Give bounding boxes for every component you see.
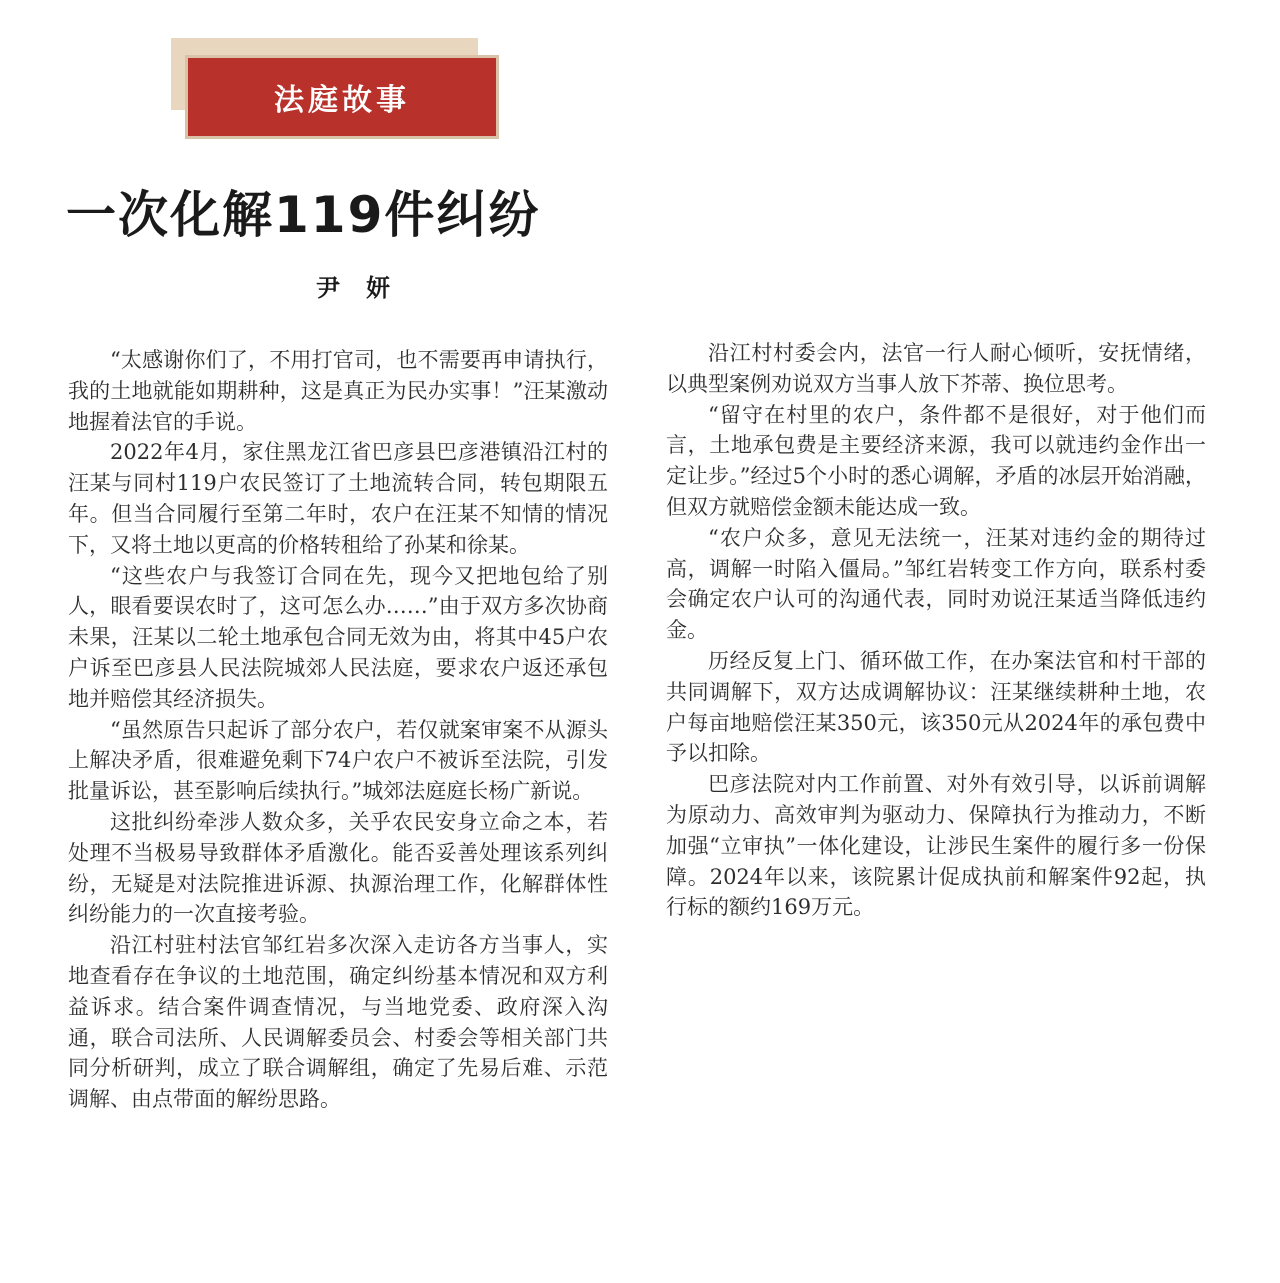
section-tag-label: 法庭故事 xyxy=(274,83,410,118)
paragraph: “农户众多，意见无法统一，汪某对违约金的期待过高，调解一时陷入僵局。”邹红岩转变工作方向，联系村委会确定农户认可的沟通代表，同时劝说汪某适当降低违约金。 xyxy=(666,525,1206,643)
paragraph: “太感谢你们了，不用打官司，也不需要再申请执行，我的土地就能如期耕种，这是真正为民办实事！”汪某激动地握着法官的手说。 xyxy=(68,348,608,434)
paragraph: 沿江村驻村法官邹红岩多次深入走访各方当事人，实地查看存在争议的土地范围，确定纠纷基本情况和双方利益诉求。结合案件调查情况，与当地党委、政府深入沟通，联合司法所、人民调解委员会、村委会等相关部门共同分析研判，成立了联合调解组，确定了先易后难、示范调解、由点带面的解纷思路。 xyxy=(68,933,608,1112)
paragraph: 巴彦法院对内工作前置、对外有效引导，以诉前调解为原动力、高效审判为驱动力、保障执行为推动力，不断加强“立审执”一体化建设，让涉民生案件的履行多一份保障。2024年以来，该院累计促成执前和解案件92起，执行标的额约169万元。 xyxy=(666,772,1206,920)
article-author: 尹妍 xyxy=(316,274,416,302)
paragraph: “虽然原告只起诉了部分农户，若仅就案审案不从源头上解决矛盾，很难避免剩下74户农户不被诉至法院，引发批量诉讼，甚至影响后续执行。”城郊法庭庭长杨广新说。 xyxy=(68,717,608,804)
paragraph: “留守在村里的农户，条件都不是很好，对于他们而言，土地承包费是主要经济来源，我可以就违约金作出一定让步。”经过5个小时的悉心调解，矛盾的冰层开始消融，但双方就赔偿金额未能达成一致。 xyxy=(666,402,1206,519)
paragraph: 2022年4月，家住黑龙江省巴彦县巴彦港镇沿江村的汪某与同村119户农民签订了土地流转合同，转包期限五年。但当合同履行至第二年时，农户在汪某不知情的情况下，又将土地以更高的价格转租给了孙某和徐某。 xyxy=(68,440,608,557)
article-headline: 一次化解119件纠纷 xyxy=(66,186,541,244)
paragraph: 沿江村村委会内，法官一行人耐心倾听，安抚情绪，以典型案例劝说双方当事人放下芥蒂、换位思考。 xyxy=(666,341,1206,396)
article-column-left xyxy=(68,345,608,1115)
paragraph: “这些农户与我签订合同在先，现今又把地包给了别人，眼看要误农时了，这可怎么办……”由于双方多次协商未果，汪某以二轮土地承包合同无效为由，将其中45户农户诉至巴彦县人民法院城郊人民法庭，要求农户返还承包地并赔偿其经济损失。 xyxy=(68,563,608,711)
article-column-right xyxy=(666,338,1206,923)
paragraph: 历经反复上门、循环做工作，在办案法官和村干部的共同调解下，双方达成调解协议：汪某继续耕种土地，农户每亩地赔偿汪某350元，该350元从2024年的承包费中予以扣除。 xyxy=(666,648,1206,766)
paragraph: 这批纠纷牵涉人数众多，关乎农民安身立命之本，若处理不当极易导致群体矛盾激化。能否妥善处理该系列纠纷，无疑是对法院推进诉源、执源治理工作，化解群体性纠纷能力的一次直接考验。 xyxy=(68,809,608,927)
section-tag xyxy=(185,55,499,139)
